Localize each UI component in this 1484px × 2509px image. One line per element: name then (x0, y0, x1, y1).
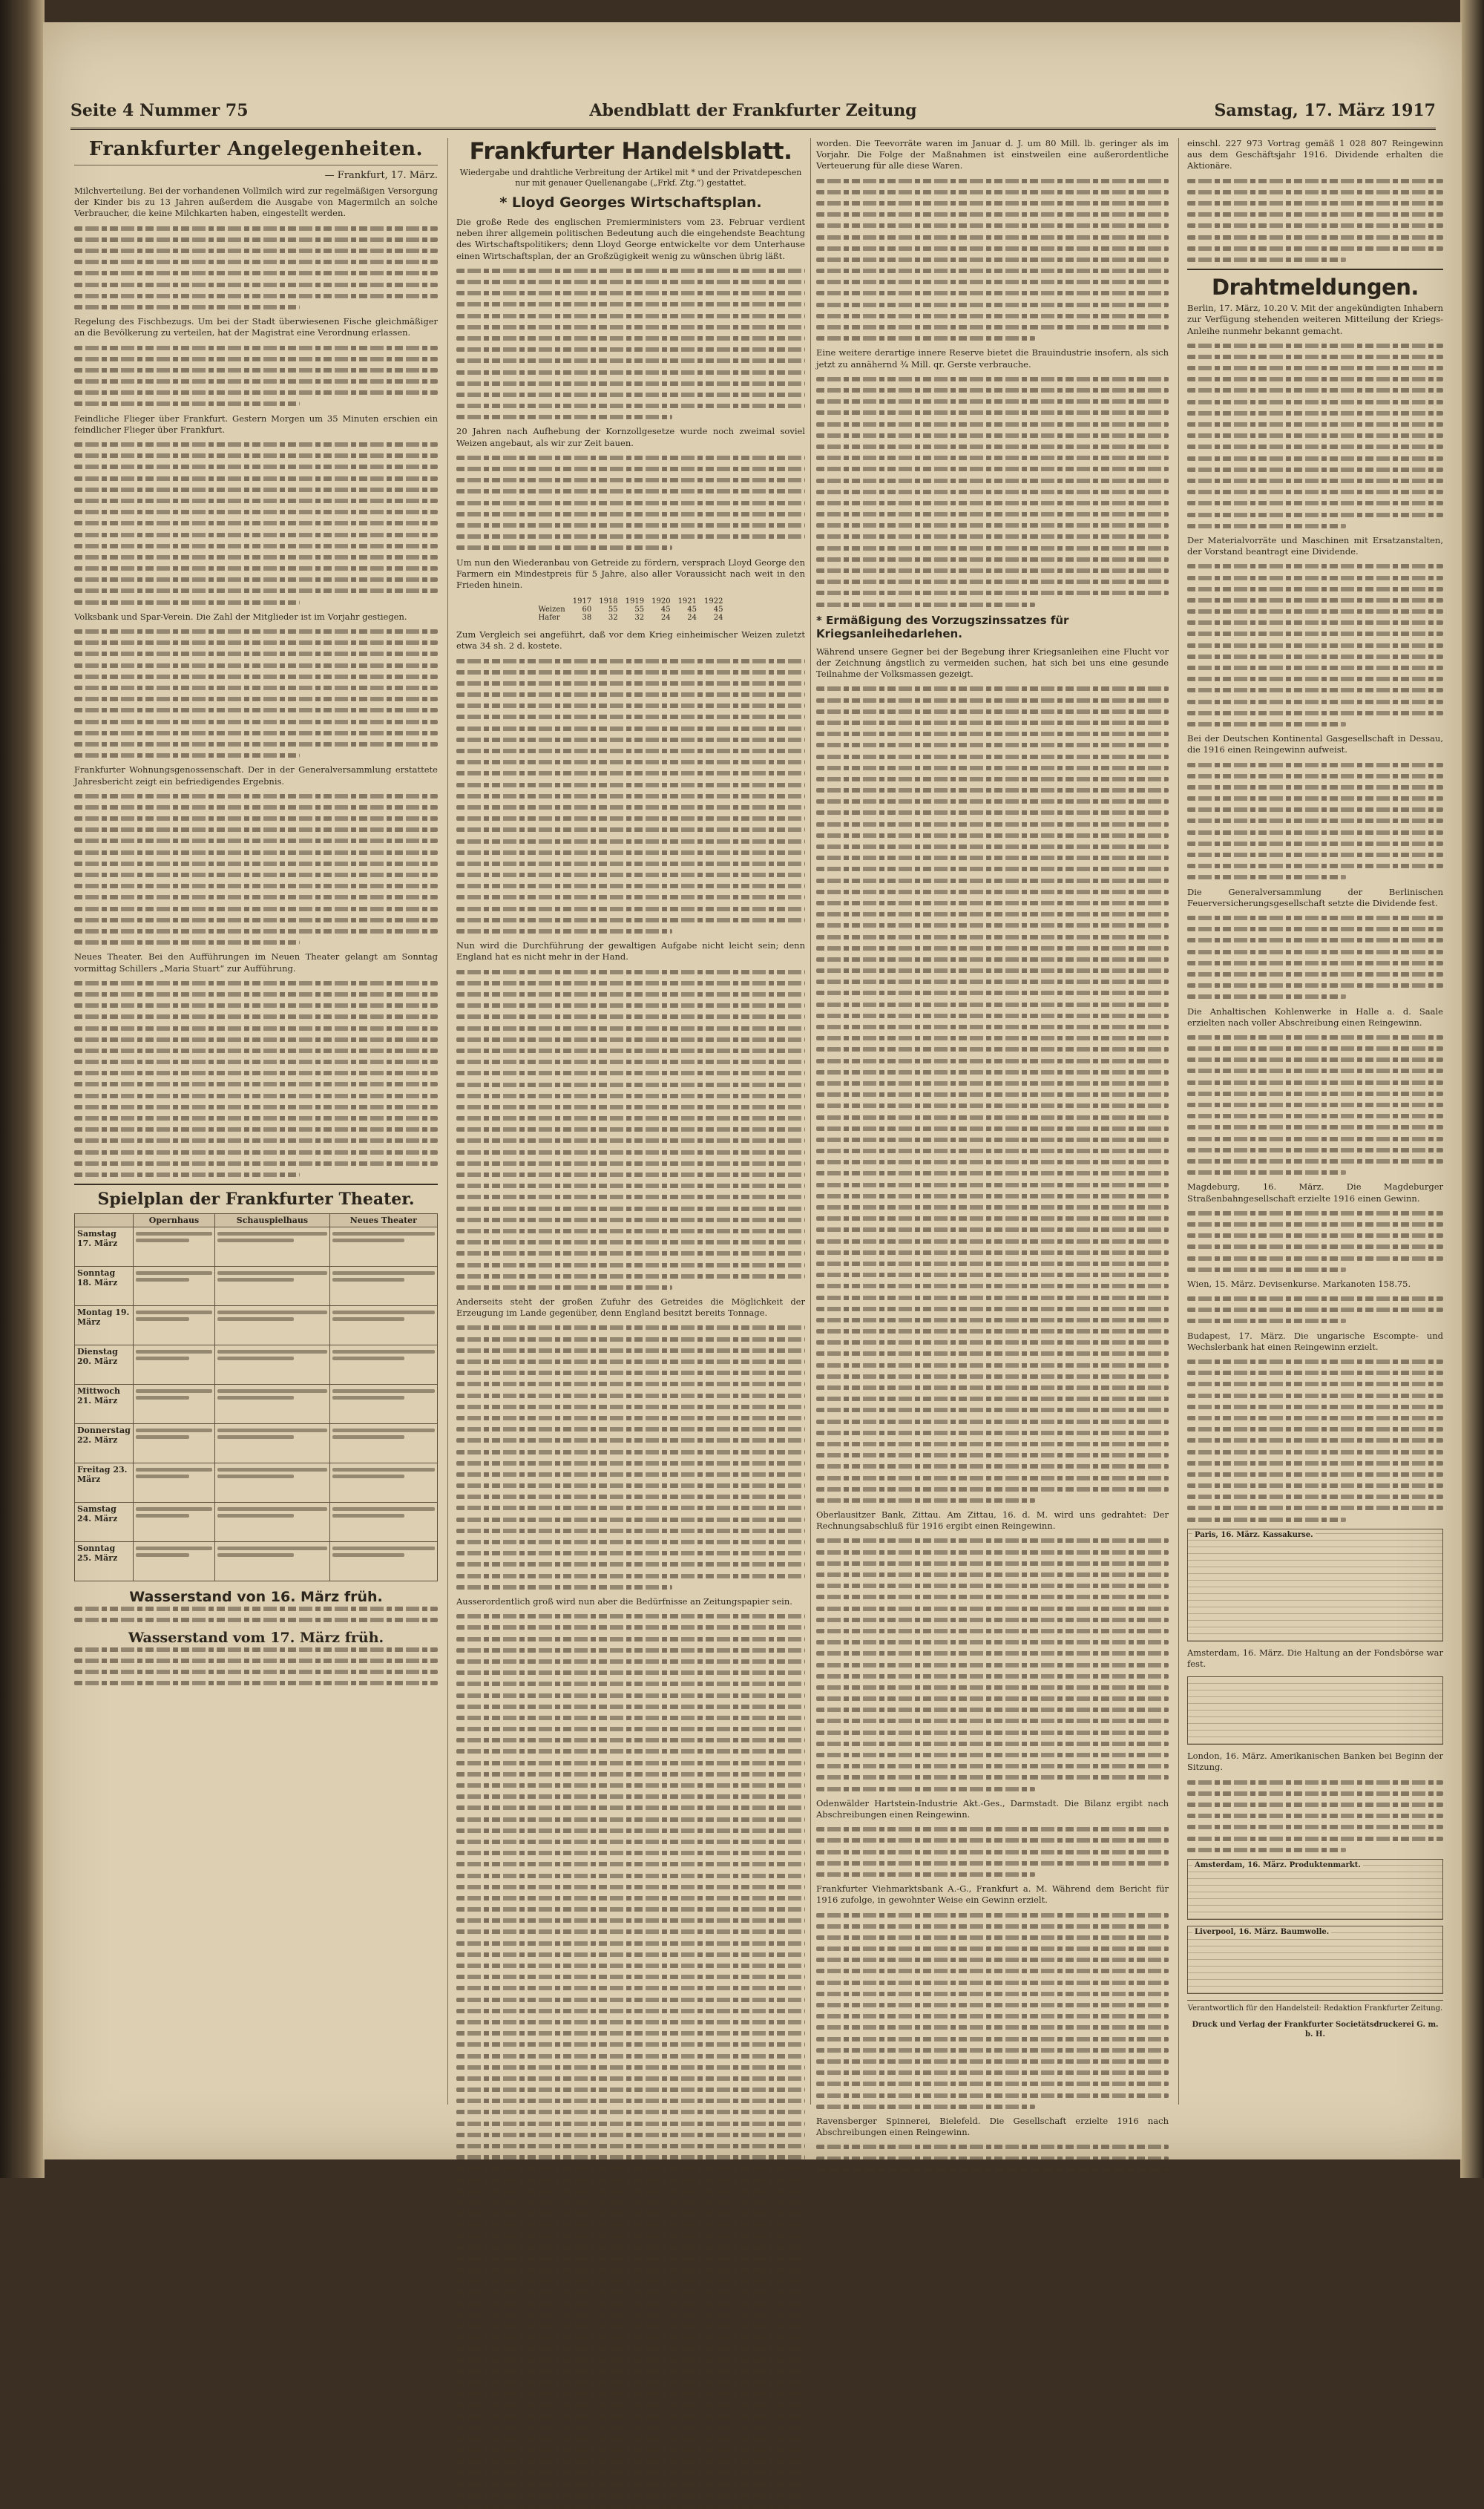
company-report: Oberlausitzer Bank, Zittau. Am Zittau, 16. d. M. wird uns gedrahtet: Der Rechnungsabschluß für 1916 ergibt einen Reingewinn. (816, 1509, 1169, 1532)
text-lines (1187, 916, 1443, 999)
article-theater: Neues Theater. Bei den Aufführungen im Neuen Theater gelangt am Sonntag vormittag Schillers „Maria Stuart“ zur Aufführung. (74, 951, 438, 974)
table-row: Donnerstag 22. März (75, 1424, 438, 1463)
column-trade (456, 138, 805, 2108)
table-header (75, 1214, 134, 1227)
article-aviators: Feindliche Flieger über Frankfurt. Gestern Morgen um 35 Minuten erschien ein feindlicher Flieger über Frankfurt. (74, 413, 438, 435)
text-lines (456, 659, 805, 934)
column-local-news (74, 138, 438, 2108)
reprint-notice: Wiedergabe und drahtliche Verbreitung der Artikel mit * und der Privatdepeschen nur mit genauer Quellenangabe („Frkf. Ztg.“) gestattet. (459, 168, 802, 188)
article-housing: Frankfurter Wohnungsgenossenschaft. Der in der Generalversammlung erstattete Jahresbericht zeigt ein befriedigendes Ergebnis. (74, 764, 438, 787)
table-row: Dienstag 20. März (75, 1345, 438, 1385)
wire-report: Amsterdam, 16. März. Die Haltung an der Fondsbörse war fest. (1187, 1647, 1443, 1670)
column-trade-continued (816, 138, 1169, 2138)
article-paragraph: Die große Rede des englischen Premierministers vom 23. Februar verdient neben ihrer allgemein politischen Bedeutung auch die eingehendste Beachtung des Wirtschaftspolitikers; denn Lloyd George entwickelte vor dem Unterhause einen Wirtschaftsplan, der an Großzügigkeit wenig zu wünschen übrig läßt. (456, 217, 805, 261)
company-report: Ravensberger Spinnerei, Bielefeld. Die Gesellschaft erzielte 1916 nach Abschreibungen einen Reingewinn. (816, 2115, 1169, 2138)
column-wire-news (1187, 138, 1443, 2108)
table-row: Montag 19. März (75, 1306, 438, 1345)
price-table-produce (1187, 1859, 1443, 1920)
section-heading-wire: Drahtmeldungen. (1187, 269, 1443, 300)
article-volksbank: Volksbank und Spar-Verein. Die Zahl der Mitglieder ist im Vorjahr gestiegen. (74, 611, 407, 622)
text-lines (1187, 763, 1443, 880)
table-row: Sonntag 25. März (75, 1542, 438, 1581)
publisher-imprint: Druck und Verlag der Frankfurter Societätsdruckerei G. m. b. H. (1192, 2020, 1439, 2039)
newspaper-title: Abendblatt der Frankfurter Zeitung (589, 101, 917, 120)
wire-report: Bei der Deutschen Kontinental Gasgesellschaft in Dessau, die 1916 einen Reingewinn aufweist. (1187, 733, 1443, 755)
text-lines (1187, 344, 1443, 528)
text-lines (1187, 564, 1443, 727)
article-paragraph: 20 Jahren nach Aufhebung der Kornzollgesetze wurde noch zweimal soviel Weizen angebaut, als wir zur Zeit bauen. (456, 426, 805, 448)
wire-report: Die Generalversammlung der Berlinischen Feuerversicherungsgesellschaft setzte die Dividende fest. (1187, 886, 1443, 908)
table-row: Samstag 17. März (75, 1227, 438, 1267)
table-row: Freitag 23. März (75, 1463, 438, 1503)
wire-report: Budapest, 17. März. Die ungarische Escompte- und Wechslerbank hat einen Reingewinn erzielt. (1187, 1330, 1443, 1352)
price-table-cotton (1187, 1926, 1443, 1994)
text-lines (456, 456, 805, 551)
article-fish: Regelung des Fischbezugs. Um bei der Stadt überwiesenen Fische gleichmäßiger an die Bevölkerung zu verteilen, hat der Magistrat eine Verordnung erlassen. (74, 316, 438, 338)
table-header: Schauspielhaus (215, 1214, 330, 1227)
article-title-lloyd-george: * Lloyd Georges Wirtschaftsplan. (499, 194, 762, 211)
section-heading-local: Frankfurter Angelegenheiten. (74, 138, 438, 165)
text-lines (1187, 1035, 1443, 1175)
table-row: Weizen 60 55 55 45 45 45 (538, 606, 723, 614)
wire-report: Berlin, 17. März, 10.20 V. Mit der angekündigten Inhabern zur Verfügung stehenden weiteren Mitteilung der Kriegs-Anleihe nunmehr bekannt gemacht. (1187, 303, 1443, 336)
text-lines (74, 1647, 438, 1686)
text-lines (74, 629, 438, 758)
text-lines (74, 442, 438, 605)
wire-report: Die Anhaltischen Kohlenwerke in Halle a. d. Saale erzielten nach voller Abschreibung einen Reingewinn. (1187, 1006, 1443, 1028)
price-table-amsterdam (1187, 1676, 1443, 1745)
text-lines (816, 377, 1169, 607)
column-rule (447, 138, 448, 2105)
article-paragraph: Während unsere Gegner bei der Begebung ihrer Kriegsanleihen eine Flucht vor der Zeichnung ängstlich zu vermeiden suchen, hat sich bei uns eine gesunde Teilnahme der Volksmassen gezeigt. (816, 646, 1169, 680)
masthead (70, 95, 1436, 130)
text-lines (816, 179, 1169, 341)
text-lines (1187, 1296, 1443, 1323)
article-paragraph: Um nun den Wiederanbau von Getreide zu fördern, versprach Lloyd George den Farmern ein Mindestpreis für 5 Jahre, also aller Voraussicht nach weit in den Frieden hinein. (456, 557, 805, 590)
text-lines (74, 1607, 438, 1622)
section-heading-trade: Frankfurter Handelsblatt. (469, 138, 792, 165)
text-lines (816, 2145, 1169, 2171)
text-lines (74, 981, 438, 1177)
article-paragraph: Ausserordentlich groß wird nun aber die Bedürfnisse an Zeitungspapier sein. (456, 1595, 792, 1607)
page-number: Seite 4 Nummer 75 (70, 101, 249, 120)
table-row: Hafer 38 32 32 24 24 24 (538, 614, 723, 623)
article-milk: Milchverteilung. Bei der vorhandenen Vollmilch wird zur regelmäßigen Versorgung der Kinder bis zu 13 Jahren außerdem die Ausgabe von Magermilch an solche Verbraucher, die keine Milchkarten haben, eingestellt werden. (74, 186, 438, 219)
text-lines (456, 1325, 805, 1589)
text-lines (456, 970, 805, 1290)
article-paragraph: worden. Die Teevorräte waren im Januar d. J. um 80 Mill. lb. geringer als im Vorjahr. Die Folge der Maßnahmen ist einstweilen eine außerordentliche Verteuerung für alle diese Waren. (816, 138, 1169, 171)
table-header: Neues Theater (329, 1214, 437, 1227)
company-report: Odenwälder Hartstein-Industrie Akt.-Ges., Darmstadt. Die Bilanz ergibt nach Abschreibungen einen Reingewinn. (816, 1797, 1169, 1820)
text-lines (74, 226, 438, 309)
table-caption: Paris, 16. März. Kassakurse. (1192, 1531, 1316, 1539)
text-lines (74, 346, 438, 407)
table-header: Opernhaus (133, 1214, 214, 1227)
table-row: Samstag 24. März (75, 1503, 438, 1542)
wire-report: London, 16. März. Amerikanischen Banken bei Beginn der Sitzung. (1187, 1751, 1443, 1773)
table-row: Sonntag 18. März (75, 1267, 438, 1306)
price-table (535, 597, 727, 622)
theater-schedule-title: Spielplan der Frankfurter Theater. (74, 1184, 438, 1209)
table-row: 1917 1918 1919 1920 1921 1922 (572, 597, 723, 606)
scan-shadow-left (0, 0, 45, 2178)
article-paragraph: Eine weitere derartige innere Reserve bietet die Brauindustrie insofern, als sich jetzt zu annähernd ¾ Mill. qr. Gerste verbrauche. (816, 347, 1169, 370)
column-rule (1178, 138, 1179, 2105)
article-paragraph: Anderseits steht der großen Zufuhr des Getreides die Möglichkeit der Erzeugung im Lande gegenüber, denn England besitzt bereits Tonnage. (456, 1296, 805, 1319)
text-lines (816, 1827, 1169, 1877)
column-rule (810, 138, 811, 2105)
table-caption: Amsterdam, 16. März. Produktenmarkt. (1192, 1861, 1363, 1869)
text-lines (1187, 179, 1443, 262)
text-lines (456, 1614, 805, 2509)
wire-report: Der Materialvorräte und Maschinen mit Ersatzanstalten, der Vorstand beantragt eine Dividende. (1187, 534, 1443, 557)
article-paragraph: einschl. 227 973 Vortrag gemäß 1 028 807 Reingewinn aus dem Geschäftsjahr 1916. Dividende erhalten die Aktionäre. (1187, 138, 1443, 171)
text-lines (816, 1538, 1169, 1791)
water-level-heading: Wasserstand von 16. März früh. (129, 1589, 383, 1606)
company-report: Frankfurter Viehmarktsbank A.-G., Frankfurt a. M. Während dem Bericht für 1916 zufolge, in gewohnter Weise ein Gewinn erzielt. (816, 1883, 1169, 1906)
wire-report: Wien, 15. März. Devisenkurse. Markanoten 158.75. (1187, 1278, 1411, 1289)
text-lines (816, 1913, 1169, 2109)
text-lines (1187, 1211, 1443, 1272)
table-caption: Liverpool, 16. März. Baumwolle. (1192, 1928, 1331, 1936)
issue-date: Samstag, 17. März 1917 (1214, 101, 1436, 120)
price-table-paris (1187, 1529, 1443, 1641)
dateline: — Frankfurt, 17. März. (324, 170, 438, 181)
table-row: Mittwoch 21. März (75, 1385, 438, 1424)
article-paragraph: Nun wird die Durchführung der gewaltigen Aufgabe nicht leicht sein; denn England hat es nicht mehr in der Hand. (456, 940, 805, 962)
water-level-heading: Wasserstand vom 17. März früh. (128, 1629, 384, 1646)
wire-report: Magdeburg, 16. März. Die Magdeburger Straßenbahngesellschaft erzielte 1916 einen Gewinn. (1187, 1181, 1443, 1204)
theater-schedule-table (74, 1213, 438, 1581)
text-lines (456, 269, 805, 419)
text-lines (1187, 1780, 1443, 1852)
article-title-interest: * Ermäßigung des Vorzugszinssatzes für Kriegsanleihedarlehen. (816, 613, 1069, 640)
editor-credit: Verantwortlich für den Handelsteil: Redaktion Frankfurter Zeitung. (1187, 2000, 1443, 2013)
article-paragraph: Zum Vergleich sei angeführt, daß vor dem Krieg einheimischer Weizen zuletzt etwa 34 sh. 2 d. kostete. (456, 629, 805, 652)
text-lines (816, 686, 1169, 1503)
text-lines (74, 794, 438, 945)
text-lines (1187, 1360, 1443, 1522)
scan-shadow-right (1460, 0, 1484, 2178)
